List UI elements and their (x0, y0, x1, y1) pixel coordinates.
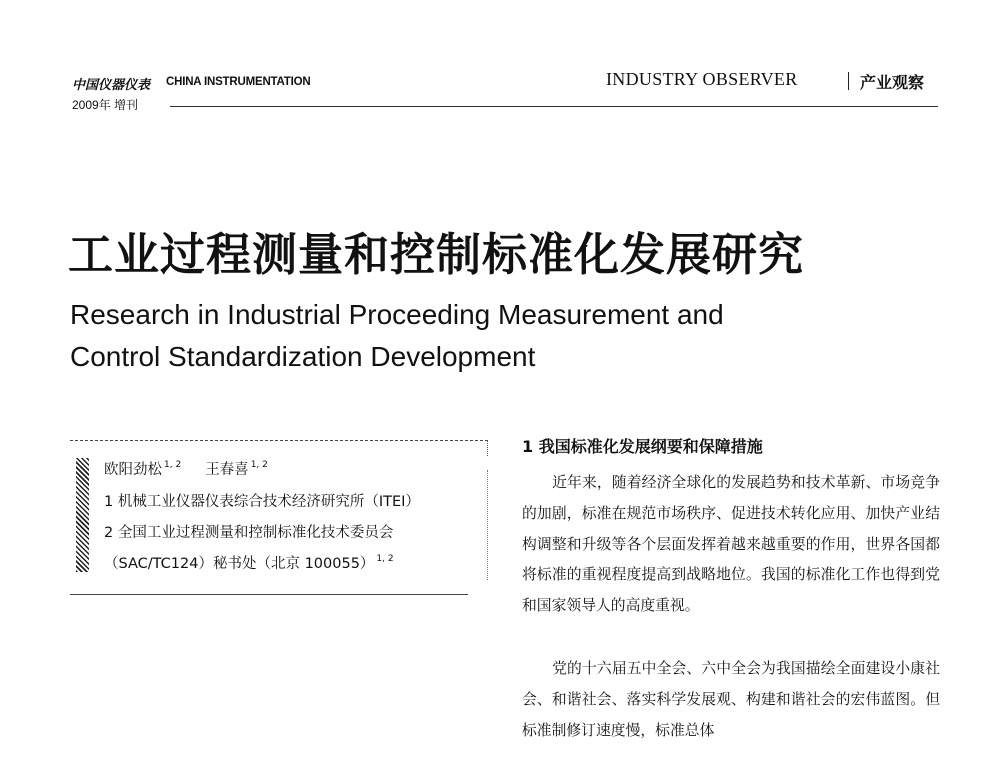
author-box-right-rule (487, 470, 488, 580)
paragraph-text: 党的十六届五中全会、六中全会为我国描绘全面建设小康社会、和谐社会、落实科学发展观、构建和谐社会的宏伟蓝图。但标准制修订速度慢，标准总体 (522, 660, 940, 739)
author-box-top-rule (70, 440, 488, 441)
hatch-decoration (76, 458, 89, 572)
article-title-en-line1: Research in Industrial Proceeding Measurement and (70, 299, 724, 330)
author-box-right-mark (487, 440, 488, 456)
author-line (104, 458, 268, 479)
section-label-cn: 产业观察 (860, 73, 925, 92)
paragraph (522, 654, 940, 746)
affiliation-superscript: 1, 2 (376, 554, 394, 564)
journal-issue: 2009年 增刊 (72, 98, 139, 112)
author-superscript: 1, 2 (164, 460, 182, 470)
affiliation-2-line1: 2 全国工业过程测量和控制标准化技术委员会 (104, 525, 394, 541)
affiliation-2-text: （SAC/TC124）秘书处（北京 100055） (104, 556, 375, 572)
paragraph-text: 近年来，随着经济全球化的发展趋势和技术革新、市场竞争的加剧，标准在规范市场秩序、促进技术转化应用、加快产业结构调整和升级等各个层面发挥着越来越重要的作用，世界各国都将标准的重视程度提高到战略地位。我国的标准化工作也得到党和国家领导人的高度重视。 (522, 474, 940, 615)
journal-name-cn: 中国仪器仪表 (72, 78, 151, 93)
section-heading: 1 我国标准化发展纲要和保障措施 (522, 437, 763, 456)
author-superscript: 1, 2 (250, 460, 268, 470)
section-label-en: INDUSTRY OBSERVER (606, 69, 798, 89)
affiliation-2-line2 (104, 552, 394, 573)
author-box-bottom-rule (70, 594, 468, 595)
author-name: 欧阳劲松 (104, 462, 162, 478)
header-rule (170, 106, 938, 107)
affiliation-1: 1 机械工业仪器仪表综合技术经济研究所（ITEI） (104, 494, 420, 510)
author-name: 王春喜 (205, 462, 249, 478)
article-title-cn: 工业过程测量和控制标准化发展研究 (68, 228, 805, 281)
journal-name-en: CHINA INSTRUMENTATION (166, 76, 311, 88)
section-divider (848, 72, 849, 90)
paragraph (522, 468, 940, 622)
article-title-en (70, 294, 830, 378)
article-title-en-line2: Control Standardization Development (70, 341, 536, 372)
